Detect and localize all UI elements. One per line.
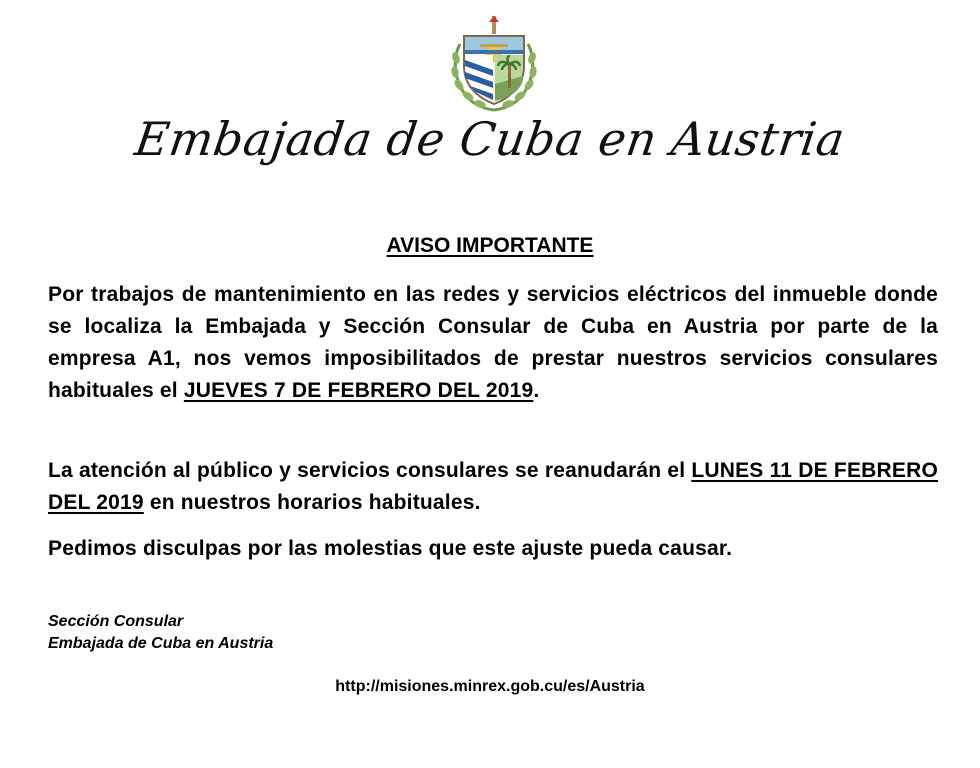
signature-department: Sección Consular — [48, 613, 184, 630]
notice-paragraph-reopening — [48, 455, 938, 519]
closure-date: JUEVES 7 DE FEBRERO DEL 2019 — [183, 379, 534, 402]
paragraph-text: La atención al público y servicios consulares se reanudarán el — [48, 459, 692, 482]
paragraph-text: Por trabajos de mantenimiento en las redes y servicios eléctricos del inmueble donde se localiza la Embajada y Sección Consular de Cuba en Austria por parte de la empresa A1, nos vemos imposibilitados de prestar nuestros servicios consulares habituales el — [48, 283, 938, 402]
notice-paragraph-closure — [48, 279, 938, 407]
reopening-date: LUNES 11 DE FEBRERO DEL 2019 — [48, 459, 938, 514]
cuba-coat-of-arms-icon — [446, 14, 542, 112]
embassy-name-script: Embajada de Cuba en Austria — [131, 112, 849, 166]
signature-embassy: Embajada de Cuba en Austria — [48, 635, 274, 652]
website-link[interactable]: http://misiones.minrex.gob.cu/es/Austria — [335, 678, 645, 695]
paragraph-suffix: . — [533, 379, 540, 402]
notice-paragraph-apology: Pedimos disculpas por las molestias que este ajuste pueda causar. — [48, 537, 733, 560]
notice-title: AVISO IMPORTANTE — [386, 234, 594, 257]
paragraph-suffix: en nuestros horarios habituales. — [143, 491, 481, 514]
